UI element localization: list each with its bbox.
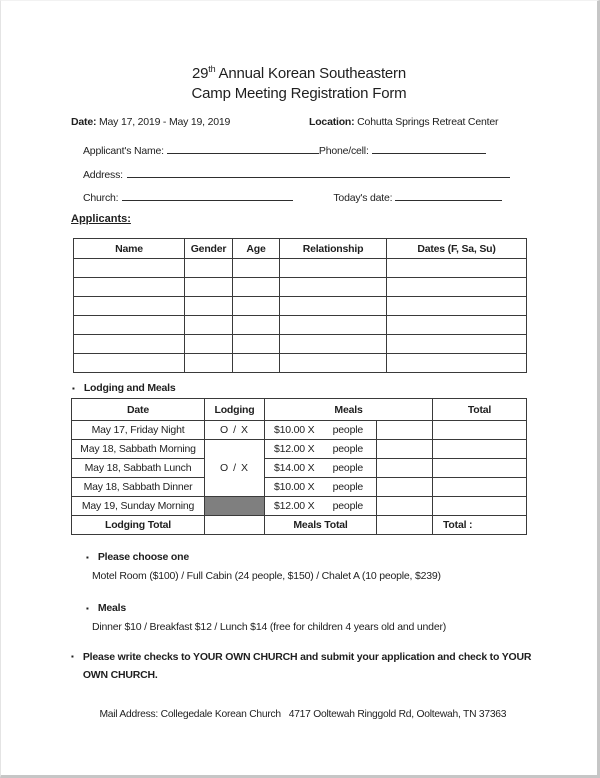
lodging-choice-cell: O / X (205, 421, 265, 440)
todays-date-blank (395, 189, 502, 201)
meal-unit: people (332, 481, 363, 493)
col-header-gender: Gender (185, 239, 233, 259)
empty-cell (233, 335, 280, 354)
table-row (72, 440, 527, 459)
empty-cell (433, 459, 527, 478)
meal-price: $12.00 X (274, 500, 315, 512)
bullet-icon: ▪ (86, 604, 89, 613)
date-cell: May 18, Sabbath Morning (72, 440, 205, 459)
meals-prices: Dinner $10 / Breakfast $12 / Lunch $14 (free for children 4 years old and under) (92, 621, 447, 633)
title-line-1: 29th Annual Korean Southeastern (192, 64, 406, 82)
table-row (74, 335, 527, 354)
phone-blank (372, 142, 486, 154)
lodging-unavailable-cell (205, 497, 265, 516)
choose-one-options: Motel Room ($100) / Full Cabin (24 people, $150) / Chalet A (10 people, $239) (92, 570, 441, 582)
empty-cell (233, 297, 280, 316)
phone-label: Phone/cell: (318, 145, 369, 157)
empty-cell (433, 478, 527, 497)
church-line (83, 189, 502, 204)
empty-cell (387, 316, 527, 335)
table-row (72, 459, 527, 478)
bullet-icon: ▪ (71, 652, 74, 661)
empty-cell (74, 335, 185, 354)
lodging-meals-heading (72, 382, 176, 395)
table-row (74, 354, 527, 373)
grand-total-label: Total : (433, 516, 527, 535)
empty-cell (377, 440, 433, 459)
location-label: Location: (309, 116, 355, 128)
meals-total-label: Meals Total (265, 516, 377, 535)
col-header-dates: Dates (F, Sa, Su) (387, 239, 527, 259)
meal-unit: people (332, 500, 363, 512)
meal-price-cell (265, 459, 377, 478)
col-header-relationship: Relationship (280, 239, 387, 259)
empty-cell (185, 297, 233, 316)
bullet-icon: ▪ (72, 384, 75, 393)
meal-unit: people (332, 424, 363, 436)
date-cell: May 18, Sabbath Dinner (72, 478, 205, 497)
date-label: Date: (71, 116, 97, 128)
empty-cell (433, 497, 527, 516)
mail-address-label: Mail Address: (99, 709, 159, 720)
meal-price-cell (265, 421, 377, 440)
meal-unit: people (332, 462, 363, 474)
empty-cell (185, 316, 233, 335)
empty-cell (280, 335, 387, 354)
empty-cell (233, 316, 280, 335)
applicants-table (73, 238, 527, 373)
meal-price-cell (265, 497, 377, 516)
empty-cell (280, 354, 387, 373)
table-row (72, 421, 527, 440)
empty-cell (377, 497, 433, 516)
empty-cell (387, 335, 527, 354)
lodging-choice-merged-cell: O / X (205, 440, 265, 497)
lodging-total-label: Lodging Total (72, 516, 205, 535)
meal-price: $14.00 X (274, 462, 315, 474)
empty-cell (185, 335, 233, 354)
col-header-meals: Meals (265, 399, 433, 421)
meal-unit: people (332, 443, 363, 455)
empty-cell (233, 278, 280, 297)
table-row (74, 316, 527, 335)
date-cell: May 17, Friday Night (72, 421, 205, 440)
applicants-heading: Applicants: (71, 213, 131, 225)
applicant-name-blank (167, 142, 319, 154)
meal-price: $12.00 X (274, 443, 315, 455)
address-blank (127, 166, 510, 178)
date-cell: May 19, Sunday Morning (72, 497, 205, 516)
mail-address-value: Collegedale Korean Church 4717 Ooltewah Ringgold Rd, Ooltewah, TN 37363 (160, 709, 507, 720)
meals-title: Meals (97, 602, 127, 614)
meal-price-cell (265, 478, 377, 497)
empty-cell (233, 259, 280, 278)
empty-cell (74, 259, 185, 278)
empty-cell (377, 421, 433, 440)
empty-cell (185, 278, 233, 297)
bullet-icon: ▪ (86, 553, 89, 562)
meal-price: $10.00 X (274, 424, 315, 436)
empty-cell (387, 297, 527, 316)
title-line-2: Camp Meeting Registration Form (191, 85, 407, 102)
empty-cell (377, 478, 433, 497)
todays-date-label: Today's date: (333, 192, 393, 204)
lodging-meals-table (71, 398, 527, 535)
empty-cell (387, 354, 527, 373)
church-label: Church: (83, 192, 119, 204)
table-row (74, 297, 527, 316)
lodging-footer-row (72, 516, 527, 535)
checks-note (71, 648, 535, 684)
empty-cell (387, 259, 527, 278)
meals-total-value-cell (377, 516, 433, 535)
col-header-age: Age (233, 239, 280, 259)
empty-cell (377, 459, 433, 478)
col-header-date: Date (72, 399, 205, 421)
meal-price-cell (265, 440, 377, 459)
empty-cell (280, 316, 387, 335)
table-row (74, 259, 527, 278)
empty-cell (280, 278, 387, 297)
meal-price: $10.00 X (274, 481, 315, 493)
mail-address-line (89, 698, 506, 731)
church-blank (122, 189, 293, 201)
empty-cell (74, 297, 185, 316)
empty-cell (233, 354, 280, 373)
meals-heading (86, 602, 126, 615)
date-line (71, 116, 230, 128)
empty-cell (433, 421, 527, 440)
applicant-name-label: Applicant's Name: (83, 145, 164, 157)
lodging-total-value-cell (205, 516, 265, 535)
location-value: Cohutta Springs Retreat Center (357, 116, 499, 128)
applicant-name-line (83, 142, 486, 157)
address-label: Address: (83, 169, 123, 181)
col-header-lodging: Lodging (205, 399, 265, 421)
empty-cell (280, 259, 387, 278)
empty-cell (74, 278, 185, 297)
table-row (72, 478, 527, 497)
table-row (72, 497, 527, 516)
lodging-header-row (72, 399, 527, 421)
choose-one-heading (86, 551, 189, 564)
address-line (83, 166, 510, 181)
date-value: May 17, 2019 - May 19, 2019 (98, 116, 231, 128)
empty-cell (185, 259, 233, 278)
applicants-header-row (74, 239, 527, 259)
choose-one-title: Please choose one (97, 551, 189, 563)
empty-cell (433, 440, 527, 459)
empty-cell (185, 354, 233, 373)
page-title (1, 59, 597, 104)
col-header-name: Name (74, 239, 185, 259)
checks-note-text: Please write checks to YOUR OWN CHURCH and submit your application and check to YOUR OWN CHURCH. (82, 651, 532, 681)
empty-cell (74, 354, 185, 373)
location-line (309, 116, 498, 128)
empty-cell (280, 297, 387, 316)
date-cell: May 18, Sabbath Lunch (72, 459, 205, 478)
table-row (74, 278, 527, 297)
lodging-meals-heading-label: Lodging and Meals (83, 382, 176, 394)
col-header-total: Total (433, 399, 527, 421)
empty-cell (387, 278, 527, 297)
empty-cell (74, 316, 185, 335)
